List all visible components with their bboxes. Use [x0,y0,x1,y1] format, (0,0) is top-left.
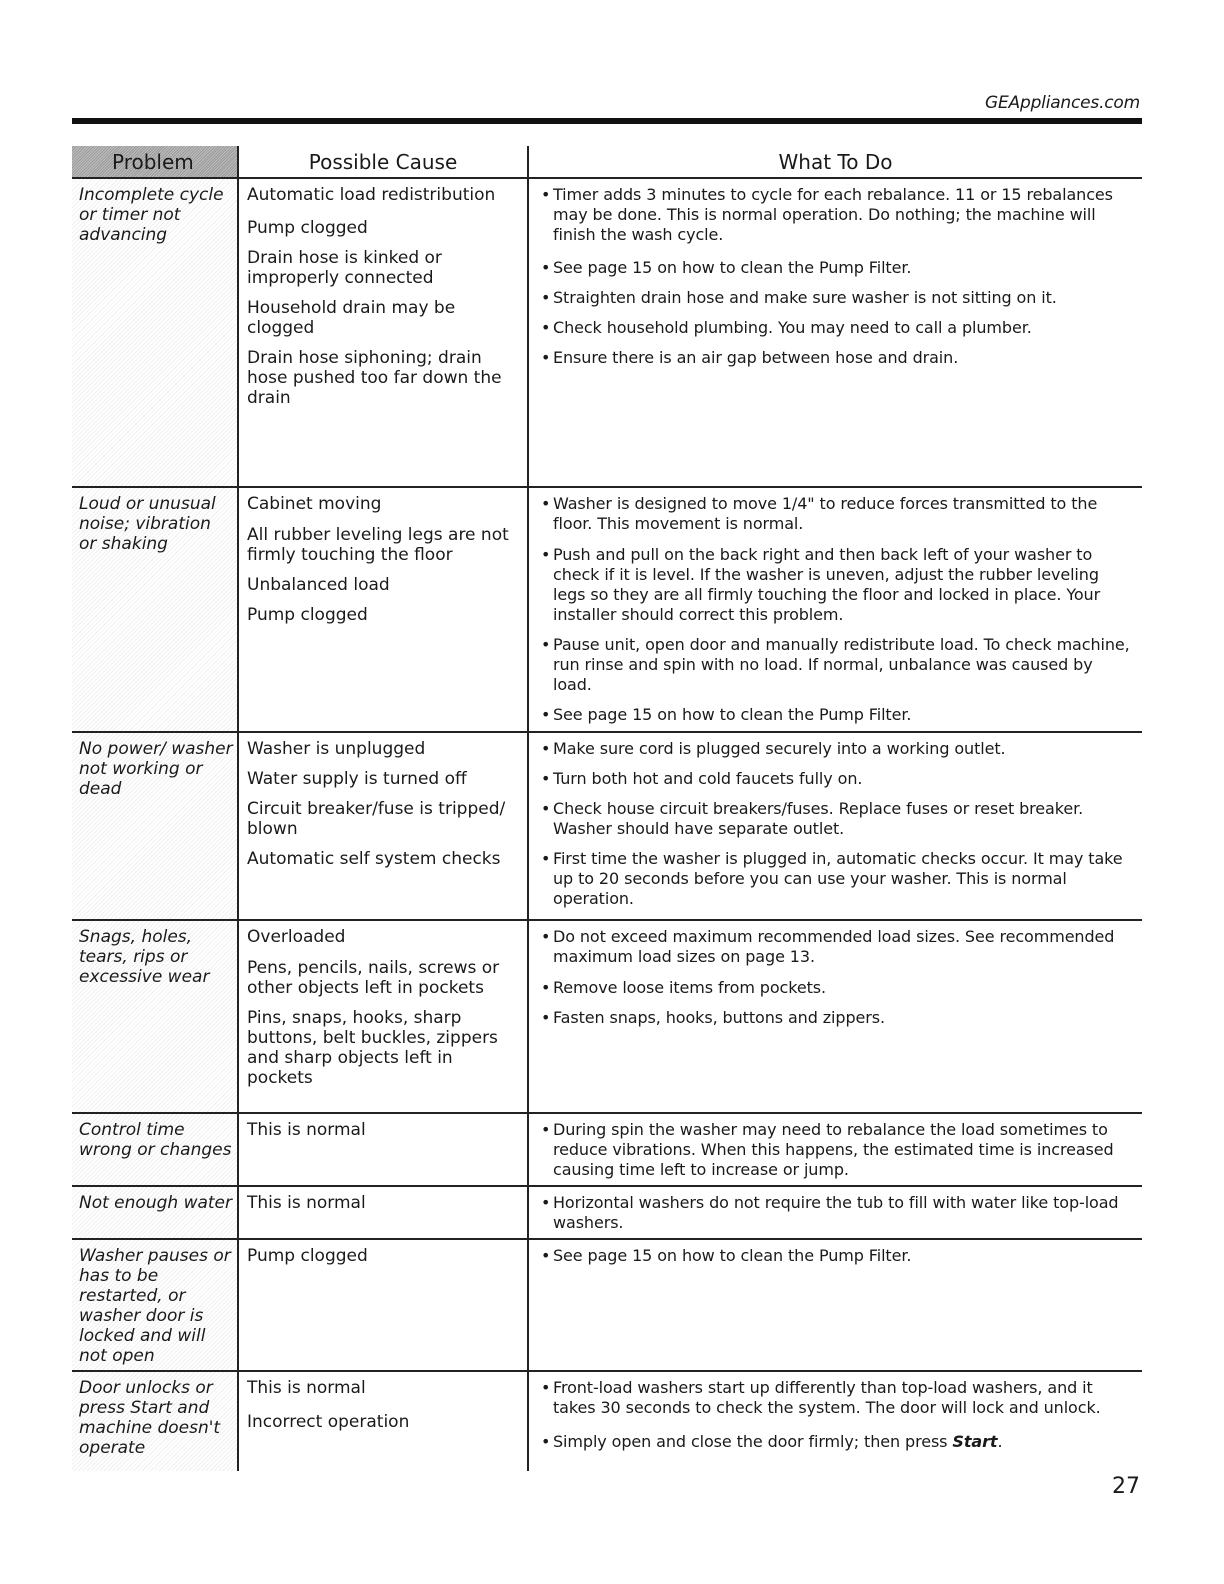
possible-cause: Drain hose siphoning; drain hose pushed too far down the drain [247,348,502,408]
remedy-text [553,348,1134,368]
remedy-text [553,318,1134,338]
remedy-text-tail: . [997,1432,1003,1451]
remedy-text-main: Do not exceed maximum recommended load sizes. See recommended maximum load sizes on page 13. [553,927,1115,966]
possible-cause: Incorrect operation [247,1412,410,1432]
bullet-icon: • [541,1432,551,1451]
remedy-text-main: Fasten snaps, hooks, buttons and zippers. [553,1008,885,1027]
problem-cell: Control time wrong or changes [72,1113,238,1186]
remedy-text [553,849,1134,909]
problem-group [72,920,1142,1113]
possible-cause: Automatic load redistribution [247,185,496,205]
remedy-item [541,494,1134,534]
what-to-do-cell [528,1371,1142,1471]
cause-cell [238,1113,528,1186]
what-to-do-cell [528,1113,1142,1186]
what-to-do-cell [528,178,1142,487]
remedy-text [553,799,1134,839]
remedy-item [541,1193,1134,1233]
remedy-text-main: See page 15 on how to clean the Pump Filter. [553,1246,912,1265]
remedy-text-main: During spin the washer may need to rebalance the load sometimes to reduce vibrations. When this happens, the estimated time is increased causing time left to increase or jump. [553,1120,1114,1179]
remedy-text [553,978,1134,998]
possible-cause: Automatic self system checks [247,849,501,869]
problem-cell: No power/ washer not working or dead [72,732,238,920]
table-row [72,1113,1142,1186]
remedy-text-main: See page 15 on how to clean the Pump Filter. [553,258,912,277]
troubleshooting-table [72,146,1142,1471]
remedy-text-main: Check house circuit breakers/fuses. Replace fuses or reset breaker. Washer should have separate outlet. [553,799,1084,838]
table-row [72,1186,1142,1239]
what-to-do-cell [528,1186,1142,1239]
remedy-text-main: Timer adds 3 minutes to cycle for each rebalance. 11 or 15 rebalances may be done. This is normal operation. Do nothing; the machine will finish the wash cycle. [553,185,1113,244]
bullet-icon: • [541,494,551,513]
cause-cell [238,178,528,487]
what-to-do-cell [528,487,1142,732]
site-url: GEAppliances.com [985,93,1140,113]
remedy-text [553,258,1134,278]
remedy-text-main: See page 15 on how to clean the Pump Filter. [553,705,912,724]
remedy-text [553,494,1134,534]
remedy-item [541,849,1134,909]
bullet-icon: • [541,927,551,946]
problem-group [72,1371,1142,1471]
what-to-do-cell [528,732,1142,920]
bullet-icon: • [541,258,551,277]
cause-cell [238,1186,528,1239]
remedy-text [553,1120,1134,1180]
possible-cause: Pens, pencils, nails, screws or other objects left in pockets [247,958,500,998]
remedy-text-main: First time the washer is plugged in, automatic checks occur. It may take up to 20 seconds before you can use your washer. This is normal operation. [553,849,1123,908]
remedy-item [541,1008,1134,1028]
remedy-text [553,635,1134,695]
remedy-text-main: Check household plumbing. You may need to call a plumber. [553,318,1032,337]
remedy-text-main: Turn both hot and cold faucets fully on. [553,769,863,788]
remedy-text-main: Remove loose items from pockets. [553,978,826,997]
problem-group [72,1186,1142,1239]
remedy-item [541,978,1134,998]
possible-cause: Unbalanced load [247,575,390,595]
possible-cause: Household drain may be clogged [247,298,456,338]
bullet-icon: • [541,288,551,307]
remedy-text-main: Simply open and close the door firmly; then press [553,1432,953,1451]
problem-group [72,1239,1142,1371]
bullet-icon: • [541,739,551,758]
remedy-item [541,635,1134,695]
possible-cause: Overloaded [247,927,346,947]
remedy-text [553,1008,1134,1028]
header-problem: Problem [72,146,238,178]
problem-group [72,1113,1142,1186]
possible-cause: Pins, snaps, hooks, sharp buttons, belt buckles, zippers and sharp objects left in pockets [247,1008,498,1088]
possible-cause: This is normal [247,1120,366,1140]
table-row [72,1371,1142,1471]
remedy-text-main: Ensure there is an air gap between hose and drain. [553,348,959,367]
problem-cell: Incomplete cycle or timer not advancing [72,178,238,487]
remedy-text-main: Push and pull on the back right and then back left of your washer to check if it is level. If the washer is uneven, adjust the rubber leveling legs so they are all firmly touching the floor and locked in place. Your installer should correct this problem. [553,545,1101,624]
possible-cause: All rubber leveling legs are not firmly touching the floor [247,525,509,565]
possible-cause: Pump clogged [247,1246,368,1266]
table-row [72,178,1142,487]
remedy-text [553,185,1134,245]
remedy-item [541,705,1134,725]
bullet-icon: • [541,1120,551,1139]
remedy-text [553,769,1134,789]
remedy-text-main: Straighten drain hose and make sure washer is not sitting on it. [553,288,1057,307]
remedy-text [553,705,1134,725]
table-header-row [72,146,1142,178]
bullet-icon: • [541,849,551,868]
cause-cell [238,1239,528,1371]
remedy-text-main: Washer is designed to move 1/4" to reduce forces transmitted to the floor. This movement is normal. [553,494,1098,533]
remedy-text-main: Front-load washers start up differently than top-load washers, and it takes 30 seconds to check the system. The door will lock and unlock. [553,1378,1101,1417]
possible-cause: Pump clogged [247,605,368,625]
remedy-text [553,545,1134,625]
remedy-text [553,739,1134,759]
header-possible-cause: Possible Cause [238,146,528,178]
possible-cause: Drain hose is kinked or improperly connected [247,248,442,288]
cause-cell [238,920,528,1113]
bullet-icon: • [541,705,551,724]
remedy-item [541,258,1134,278]
problem-cell: Washer pauses or has to be restarted, or washer door is locked and will not open [72,1239,238,1371]
cause-cell [238,732,528,920]
remedy-item [541,1432,1134,1452]
remedy-text [553,1378,1134,1418]
remedy-item [541,318,1134,338]
remedy-text-main: Make sure cord is plugged securely into a working outlet. [553,739,1006,758]
problem-group [72,178,1142,487]
bullet-icon: • [541,1246,551,1265]
header-what-to-do: What To Do [528,146,1142,178]
possible-cause: This is normal [247,1378,366,1398]
possible-cause: Cabinet moving [247,494,382,514]
bullet-icon: • [541,1378,551,1397]
remedy-item [541,799,1134,839]
table-row [72,487,1142,732]
bullet-icon: • [541,348,551,367]
remedy-item [541,545,1134,625]
cause-cell [238,1371,528,1471]
remedy-text [553,1432,1134,1452]
problem-group [72,487,1142,732]
remedy-text [553,1193,1134,1233]
cause-cell [238,487,528,732]
remedy-item [541,1246,1134,1266]
remedy-item [541,927,1134,967]
bullet-icon: • [541,1008,551,1027]
problem-cell: Door unlocks or press Start and machine doesn't operate [72,1371,238,1471]
remedy-item [541,739,1134,759]
problem-cell: Not enough water [72,1186,238,1239]
remedy-text-main: Horizontal washers do not require the tub to fill with water like top-load washers. [553,1193,1119,1232]
table-row [72,732,1142,920]
bullet-icon: • [541,545,551,564]
remedy-item [541,1120,1134,1180]
problem-group [72,732,1142,920]
possible-cause: This is normal [247,1193,366,1213]
remedy-text [553,1246,1134,1266]
remedy-text [553,288,1134,308]
table-row [72,1239,1142,1371]
bullet-icon: • [541,185,551,204]
remedy-item [541,1378,1134,1418]
possible-cause: Circuit breaker/fuse is tripped/ blown [247,799,506,839]
remedy-text-main: Pause unit, open door and manually redistribute load. To check machine, run rinse and spin with no load. If normal, unbalance was caused by load. [553,635,1130,694]
remedy-item [541,288,1134,308]
bullet-icon: • [541,769,551,788]
start-keyword: Start [952,1432,998,1451]
bullet-icon: • [541,978,551,997]
problem-cell: Snags, holes, tears, rips or excessive wear [72,920,238,1113]
what-to-do-cell [528,920,1142,1113]
bullet-icon: • [541,799,551,818]
page-number: 27 [1112,1474,1140,1499]
bullet-icon: • [541,318,551,337]
table-row [72,920,1142,1113]
top-rule [72,118,1142,124]
what-to-do-cell [528,1239,1142,1371]
remedy-item [541,348,1134,368]
possible-cause: Water supply is turned off [247,769,467,789]
problem-cell: Loud or unusual noise; vibration or shaking [72,487,238,732]
remedy-item [541,769,1134,789]
bullet-icon: • [541,635,551,654]
possible-cause: Washer is unplugged [247,739,426,759]
possible-cause: Pump clogged [247,218,368,238]
remedy-text [553,927,1134,967]
remedy-item [541,185,1134,245]
bullet-icon: • [541,1193,551,1212]
